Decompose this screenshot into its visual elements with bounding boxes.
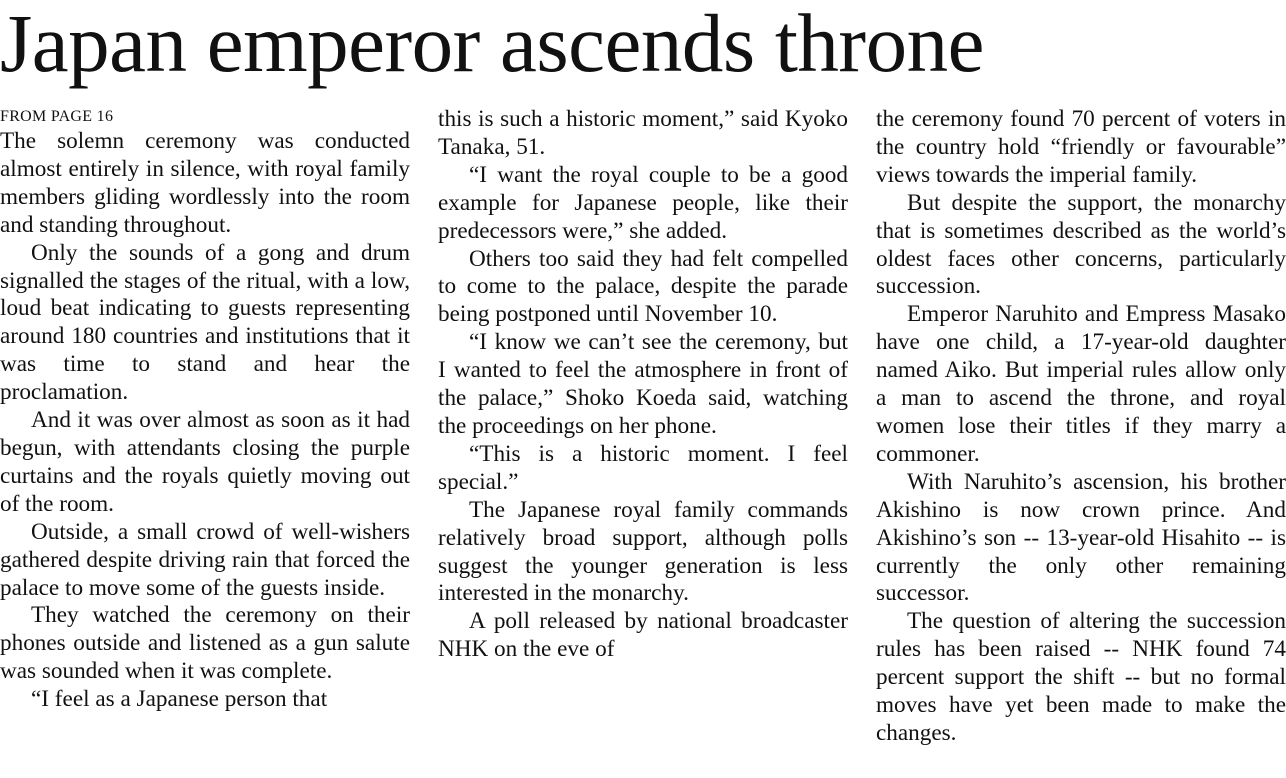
article-column-1 — [0, 106, 410, 778]
paragraph: “I feel as a Japanese person that — [31, 686, 328, 713]
paragraph: And it was over almost as soon as it had begun, with attendants closing the purple curtains and the royals quietly moving out of the room. — [0, 407, 410, 517]
jump-line: FROM PAGE 16 — [0, 108, 114, 125]
paragraph: Emperor Naruhito and Empress Masako have one child, a 17-year-old daughter named Aiko. But imperial rules allow only a man to ascend the throne, and royal women lose their titles if they marry a commoner. — [876, 301, 1286, 467]
headline: Japan emperor ascends throne — [0, 0, 984, 89]
paragraph: this is such a historic moment,” said Kyoko Tanaka, 51. — [438, 106, 848, 160]
paragraph: “I want the royal couple to be a good example for Japanese people, like their predecessors were,” she added. — [438, 161, 848, 244]
paragraph: Only the sounds of a gong and drum signalled the stages of the ritual, with a low, loud beat indicating to guests representing around 180 countries and institutions that it was time to stand and hear the proclamation. — [0, 239, 410, 406]
paragraph: The Japanese royal family commands relatively broad support, although polls suggest the younger generation is less interested in the monarchy. — [438, 496, 848, 607]
paragraph: The solemn ceremony was conducted almost entirely in silence, with royal family members gliding wordlessly into the room and standing throughout. — [0, 128, 410, 238]
paragraph: They watched the ceremony on their phones outside and listened as a gun salute was sounded when it was complete. — [0, 602, 410, 685]
paragraph: But despite the support, the monarchy that is sometimes described as the world’s oldest faces other concerns, particularly succession. — [876, 189, 1286, 300]
article-column-3 — [876, 106, 1286, 778]
paragraph: Others too said they had felt compelled to come to the palace, despite the parade being postponed until November 10. — [438, 245, 848, 328]
paragraph: With Naruhito’s ascension, his brother Akishino is now crown prince. And Akishino’s son -- 13-year-old Hisahito -- is currently the only other remaining successor. — [876, 468, 1286, 607]
paragraph: the ceremony found 70 percent of voters in the country hold “friendly or favourable” views towards the imperial family. — [876, 106, 1286, 188]
paragraph: Outside, a small crowd of well-wishers gathered despite driving rain that forced the palace to move some of the guests inside. — [0, 518, 410, 601]
paragraph: A poll released by national broadcaster NHK on the eve of — [438, 608, 848, 663]
paragraph: “This is a historic moment. I feel special.” — [438, 440, 848, 495]
article-column-2 — [438, 106, 848, 778]
paragraph: “I know we can’t see the ceremony, but I wanted to feel the atmosphere in front of the palace,” Shoko Koeda said, watching the proceedings on her phone. — [438, 329, 848, 439]
paragraph: The question of altering the succession rules has been raised -- NHK found 74 percent support the shift -- but no formal moves have yet been made to make the changes. — [876, 608, 1286, 746]
